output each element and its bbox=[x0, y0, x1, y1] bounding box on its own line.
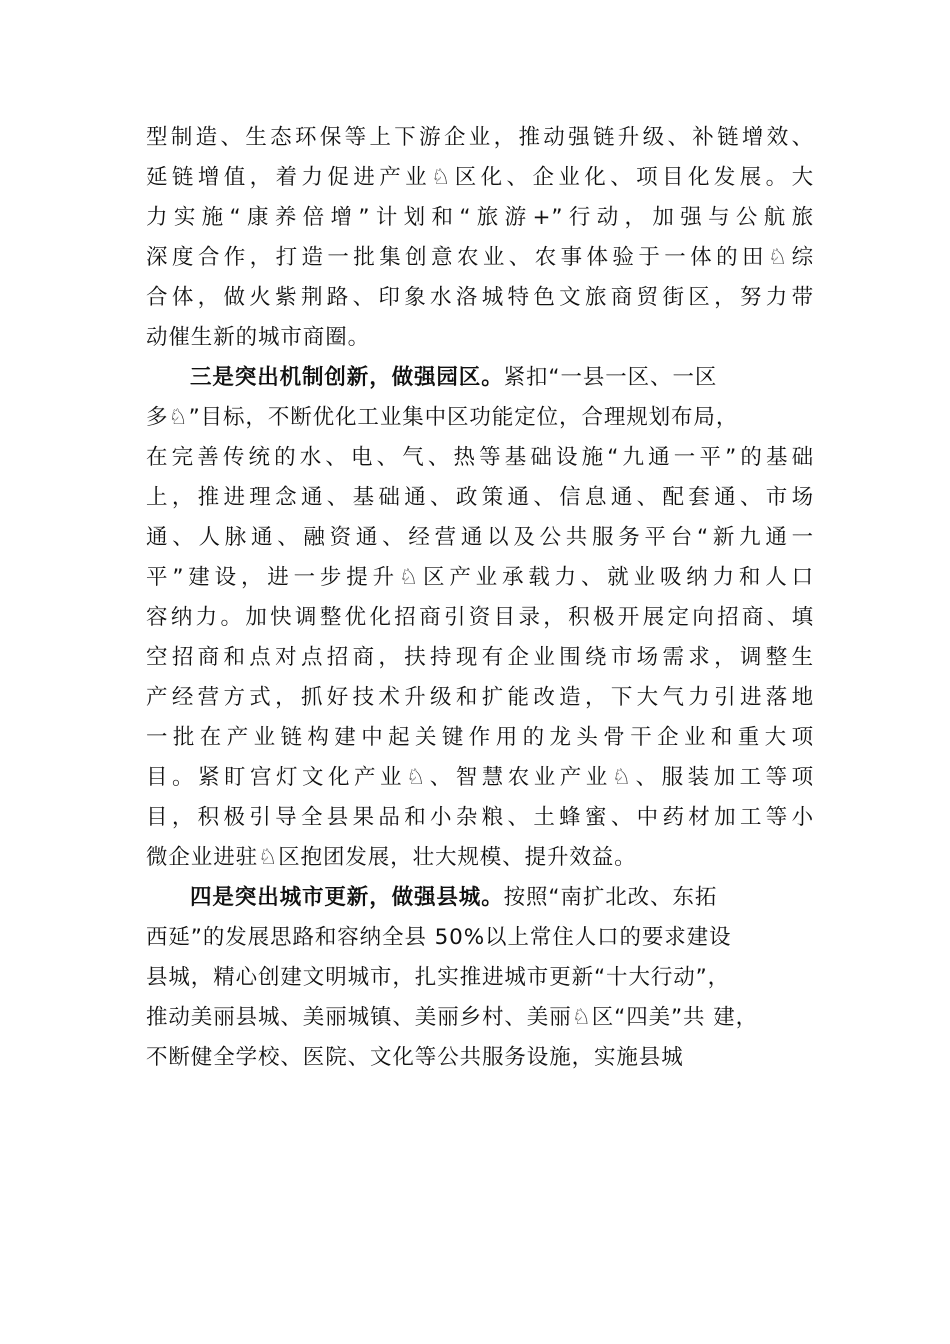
paragraph-1-line-4: 深度合作，打造一批集创意农业、农事体验于一体的田♘综 bbox=[146, 245, 814, 270]
paragraph-2-heading: 三是突出机制创新，做强园区。 bbox=[190, 365, 504, 390]
paragraph-3-line-5: 不断健全学校、医院、文化等公共服务设施，实施县城 bbox=[146, 1045, 684, 1070]
paragraph-2-line-4: 上，推进理念通、基础通、政策通、信息通、配套通、市场 bbox=[146, 485, 814, 510]
paragraph-1-line-1: 型制造、生态环保等上下游企业，推动强链升级、补链增效、 bbox=[146, 125, 814, 150]
paragraph-2-line-1-rest: 紧扣“一县一区、一区 bbox=[503, 365, 718, 390]
paragraph-3-heading: 四是突出城市更新，做强县城。 bbox=[190, 885, 504, 910]
paragraph-2-line-7: 容纳力。加快调整优化招商引资目录，积极开展定向招商、填 bbox=[146, 605, 814, 630]
paragraph-2-line-1 bbox=[146, 358, 814, 398]
paragraph-2-line-11: 目。紧盯宫灯文化产业♘、智慧农业产业♘、服装加工等项 bbox=[146, 765, 814, 790]
paragraph-1-line-6: 动催生新的城市商圈。 bbox=[146, 325, 371, 350]
paragraph-2-line-5: 通、人脉通、融资通、经营通以及公共服务平台“新九通一 bbox=[146, 525, 814, 550]
paragraph-2-line-13: 微企业进驻♘区抱团发展，壮大规模、提升效益。 bbox=[146, 845, 637, 870]
paragraph-1-line-5: 合体，做火紫荆路、印象水洛城特色文旅商贸街区，努力带 bbox=[146, 285, 814, 310]
paragraph-2-line-9: 产经营方式，抓好技术升级和扩能改造，下大气力引进落地 bbox=[146, 685, 814, 710]
paragraph-1-line-3: 力实施“康养倍增”计划和“旅游+”行动，加强与公航旅 bbox=[146, 205, 814, 230]
paragraph-2-line-3: 在完善传统的水、电、气、热等基础设施“九通一平”的基础 bbox=[146, 445, 814, 470]
paragraph-2-line-8: 空招商和点对点招商，扶持现有企业围绕市场需求，调整生 bbox=[146, 645, 814, 670]
paragraph-3-line-3: 县城，精心创建文明城市，扎实推进城市更新“十大行动”， bbox=[146, 965, 731, 990]
paragraph-2-line-12: 目，积极引导全县果品和小杂粮、土蜂蜜、中药材加工等小 bbox=[146, 805, 814, 830]
document-body bbox=[146, 118, 814, 1078]
paragraph-3-line-2: 西延”的发展思路和容纳全县 50%以上常住人口的要求建设 bbox=[146, 925, 732, 950]
paragraph-3-line-1 bbox=[146, 878, 814, 918]
paragraph-2-line-2: 多♘”目标，不断优化工业集中区功能定位，合理规划布局， bbox=[146, 405, 739, 430]
paragraph-3-line-4: 推动美丽县城、美丽城镇、美丽乡村、美丽♘区“四美”共 建， bbox=[146, 1005, 758, 1030]
paragraph-2-line-6: 平”建设，进一步提升♘区产业承载力、就业吸纳力和人口 bbox=[146, 565, 814, 590]
paragraph-1-line-2: 延链增值，着力促进产业♘区化、企业化、项目化发展。大 bbox=[146, 165, 814, 190]
paragraph-2-line-10: 一批在产业链构建中起关键作用的龙头骨干企业和重大项 bbox=[146, 725, 814, 750]
paragraph-3-line-1-rest: 按照“南扩北改、东拓 bbox=[503, 885, 718, 910]
